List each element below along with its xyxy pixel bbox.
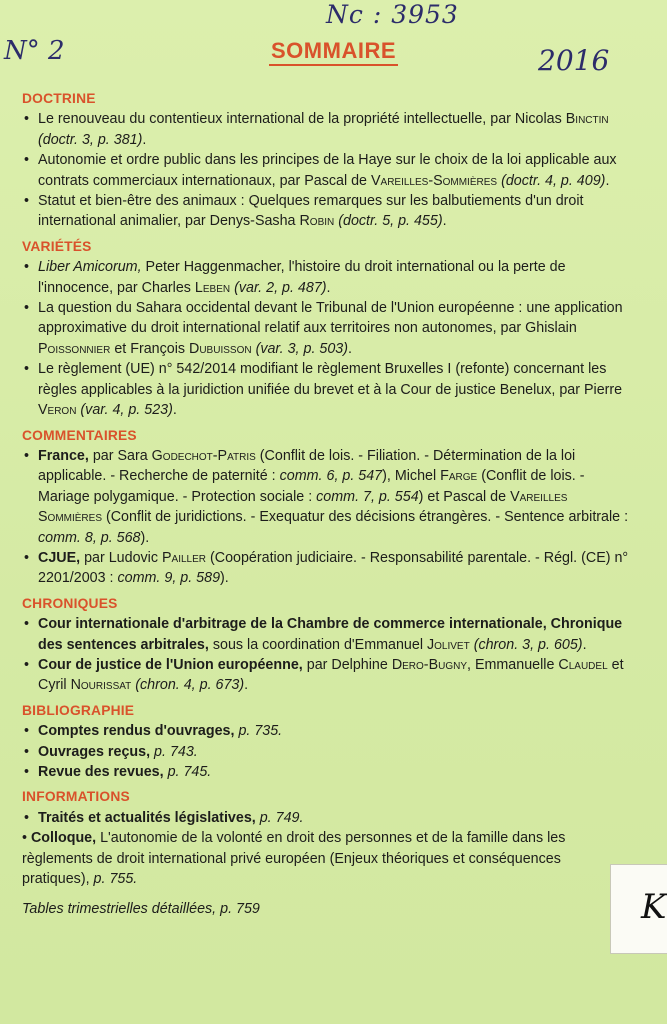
- bullet-icon: •: [24, 723, 30, 740]
- list-item: • CJUE, par Ludovic Pailler (Coopération judiciaire. - Responsabilité parentale. - Régl. (CE) n° 2201/2003 : comm. 9, p. 589).: [24, 549, 629, 587]
- table-of-contents: [22, 84, 632, 920]
- list-item: • Cour internationale d'arbitrage de la Chambre de commerce internationale, Chronique des sentences arbitrales, sous la coordination d'Emmanuel Jolivet (chron. 3, p. 605).: [24, 616, 623, 653]
- bullet-icon: •: [24, 549, 30, 566]
- list-item: • Autonomie et ordre public dans les principes de la Haye sur le choix de la loi applicable aux contrats commerciaux internationaux, par Pascal de Vareilles-Sommières (doctr. 4, p. 409).: [24, 152, 617, 189]
- tables-trimestrielles: Tables trimestrielles détaillées, p. 759: [22, 901, 260, 918]
- page-title: SOMMAIRE: [0, 38, 667, 64]
- list-item: • Revue des revues, p. 745.: [22, 762, 632, 782]
- bullet-icon: •: [24, 656, 30, 673]
- section-heading-informations: INFORMATIONS: [22, 789, 130, 805]
- section-heading-bibliographie: BIBLIOGRAPHIE: [22, 702, 135, 718]
- list-item: • Comptes rendus d'ouvrages, p. 735.: [22, 721, 632, 741]
- list-item: • Le renouveau du contentieux international de la propriété intellectuelle, par Nicolas Binctin (doctr. 3, p. 381).: [24, 111, 609, 148]
- bullet-icon: •: [24, 743, 30, 760]
- handwritten-issue-number: N° 2: [4, 36, 65, 66]
- bullet-icon: •: [24, 809, 30, 826]
- bullet-icon: •: [24, 111, 30, 128]
- list-item: • Ouvrages reçus, p. 743.: [22, 742, 632, 762]
- list-item: • Le règlement (UE) n° 542/2014 modifiant le règlement Bruxelles I (refonte) concernant les règles applicables à la juridiction unifiée du brevet et à la Cour de justice Benelux, par Pierre Veron (var. 4, p. 523).: [24, 361, 623, 419]
- list-item: • Cour de justice de l'Union européenne, par Delphine Dero-Bugny, Emmanuelle Claudel et Cyril Nourissat (chron. 4, p. 673).: [24, 656, 624, 694]
- bullet-icon: •: [24, 193, 30, 210]
- section-heading-chroniques: CHRONIQUES: [22, 595, 118, 611]
- list-item: • Traités et actualités législatives, p. 749.: [22, 808, 632, 828]
- section-heading-commentaires: COMMENTAIRES: [22, 427, 137, 443]
- bullet-icon: •: [24, 259, 30, 276]
- handwritten-call-number: Nc : 3953: [326, 0, 459, 29]
- section-heading-doctrine: DOCTRINE: [22, 91, 96, 106]
- bullet-icon: •: [24, 447, 30, 464]
- section-heading-varietes: VARIÉTÉS: [22, 238, 92, 254]
- bullet-icon: •: [24, 764, 30, 780]
- list-item: • Statut et bien-être des animaux : Quelques remarques sur les balbutiements d'un droit international animalier, par Denys-Sasha Robin (doctr. 5, p. 455).: [24, 193, 584, 230]
- list-item: • Colloque, L'autonomie de la volonté en droit des personnes et de la famille dans les règlements de droit international privé européen (Enjeux théoriques et conséquences pratiques), p. 755.: [22, 830, 566, 888]
- bullet-icon: •: [24, 152, 30, 169]
- bullet-icon: •: [24, 300, 30, 317]
- bullet-icon: •: [24, 616, 30, 633]
- bullet-icon: •: [24, 361, 30, 378]
- list-item: • La question du Sahara occidental devant le Tribunal de l'Union européenne : une application approximative du droit international relatif aux territoires non autonomes, par Ghislain Poissonnier et François Dubuisson (var. 3, p. 503).: [24, 300, 623, 357]
- list-item: • Liber Amicorum, Peter Haggenmacher, l'histoire du droit international ou la perte de l'innocence, par Charles Leben (var. 2, p. 487).: [24, 259, 566, 296]
- list-item: • France, par Sara Godechot-Patris (Conflit de lois. - Filiation. - Détermination de la loi applicable. - Recherche de paternité : comm. 6, p. 547), Michel Farge (Conflit de lois. - Mariage polygamique. - Protection sociale : comm. 7, p. 554) et Pascal de Vareilles Sommières (Conflit de juridictions. - Exequatur des décisions étrangères. - Sentence arbitrale : comm. 8, p. 568).: [24, 447, 629, 546]
- handwritten-year: 2016: [538, 44, 610, 77]
- library-sticker: K: [610, 864, 667, 954]
